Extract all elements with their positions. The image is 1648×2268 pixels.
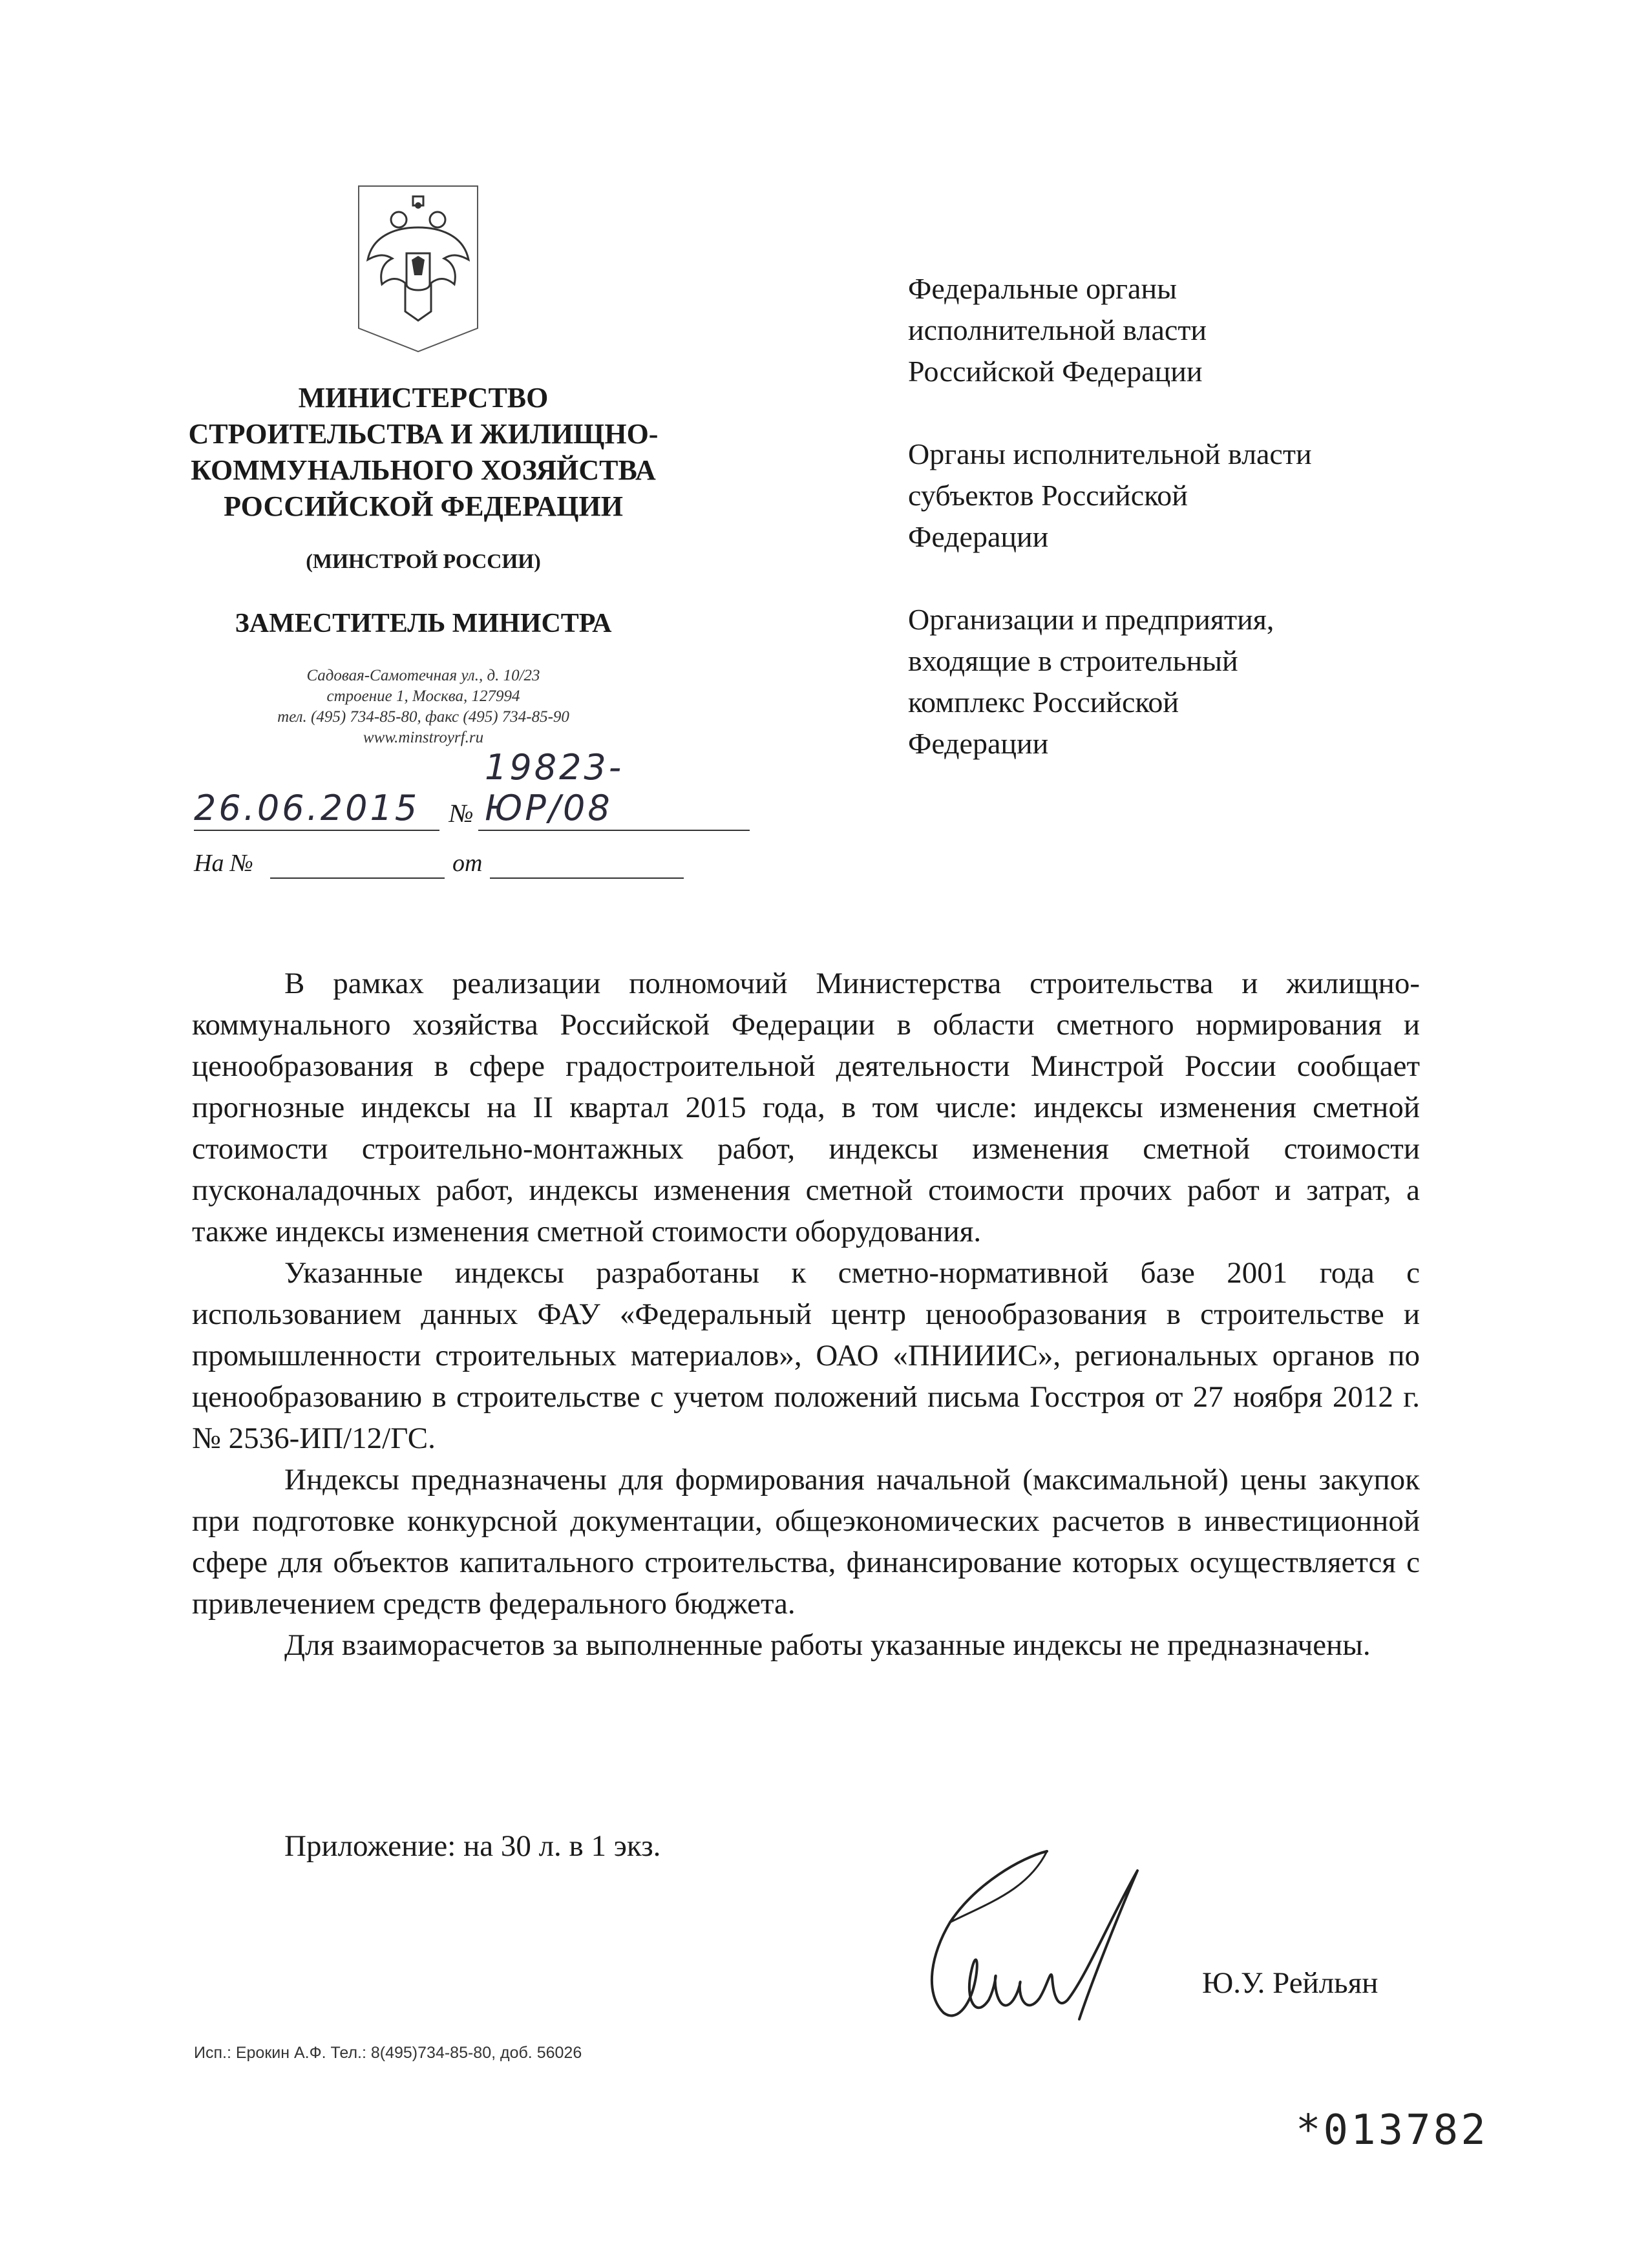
address-line: тел. (495) 734-85-80, факс (495) 734-85-90 [277,708,569,726]
ministry-short-name: (МИНСТРОЙ РОССИИ) [306,549,541,572]
address-line: Садовая-Самотечная ул., д. 10/23 [306,667,540,684]
handwritten-signature [898,1845,1170,2032]
ministry-name-line: КОММУНАЛЬНОГО ХОЗЯЙСТВА [191,454,656,486]
body-paragraph: В рамках реализации полномочий Министерства строительства и жилищно-коммунального хозяйства Российской Федерации в области сметного нормирования и ценообразования в сфере градостроительной деятельности Минстрой России сообщает прогнозные индексы на II квартал 2015 года, в том числе: индексы изменения сметной стоимости строительно-монтажных работ, индексы изменения сметной стоимости пусконаладочных работ, индексы изменения сметной стоимости прочих работ и затрат, а также индексы изменения сметной стоимости оборудования. [192,967,1420,1248]
signer-position: ЗАМЕСТИТЕЛЬ МИНИСТРА [235,609,612,638]
ref-number-underline [270,877,445,879]
body-paragraph: Для взаиморасчетов за выполненные работы указанные индексы не предназначены. [284,1628,1371,1662]
recipient: Федеральные органы исполнительной власти Российской Федерации [908,272,1207,388]
ref-number-label: На № [194,850,253,877]
ref-from-underline [490,877,684,879]
registration-number: 19823-ЮР/08 [485,747,624,828]
letter-body [192,963,1420,1666]
number-sign: № [449,799,474,828]
recipients-block [908,268,1438,806]
ref-from-label: от [452,850,483,877]
address-line: www.minstroyrf.ru [363,729,484,746]
signer-name: Ю.У. Рейльян [1202,1966,1379,2000]
recipient: Органы исполнительной власти субъектов Российской Федерации [908,437,1312,553]
recipient: Организации и предприятия, входящие в строительный комплекс Российской Федерации [908,603,1274,760]
ministry-name-line: МИНИСТЕРСТВО [298,382,549,414]
registration-date: 26.06.2015 [194,788,420,828]
ministry-address [194,666,653,748]
body-paragraph: Указанные индексы разработаны к сметно-нормативной базе 2001 года с использованием данных ФАУ «Федеральный центр ценообразования в строительстве и промышленности строительных материалов», ОАО «ПНИИИС», региональных органов по ценообразованию в строительстве с учетом положений письма Госстроя от 27 ноября 2012 г. № 2536-ИП/12/ГС. [192,1256,1420,1455]
body-paragraph: Индексы предназначены для формирования начальной (максимальной) цены закупок при подготовке конкурсной документации, общеэкономических расчетов в инвестиционной сфере для объектов капитального строительства, финансирование которых осуществляется с привлечением средств федерального бюджета. [192,1463,1420,1621]
reference-line [194,846,685,883]
registry-stamp-number: *013782 [1296,2106,1488,2154]
appendix-note: Приложение: на 30 л. в 1 экз. [284,1829,661,1863]
coat-of-arms-emblem [354,182,483,357]
ministry-name-line: СТРОИТЕЛЬСТВА И ЖИЛИЩНО- [188,418,659,450]
number-underline [478,830,750,831]
executor-info: Исп.: Ерокин А.Ф. Тел.: 8(495)734-85-80, доб. 56026 [194,2044,582,2062]
date-underline [194,830,439,831]
registration-line [194,747,750,835]
ministry-name [129,380,717,525]
ministry-name-line: РОССИЙСКОЙ ФЕДЕРАЦИИ [224,490,623,522]
address-line: строение 1, Москва, 127994 [326,688,520,705]
